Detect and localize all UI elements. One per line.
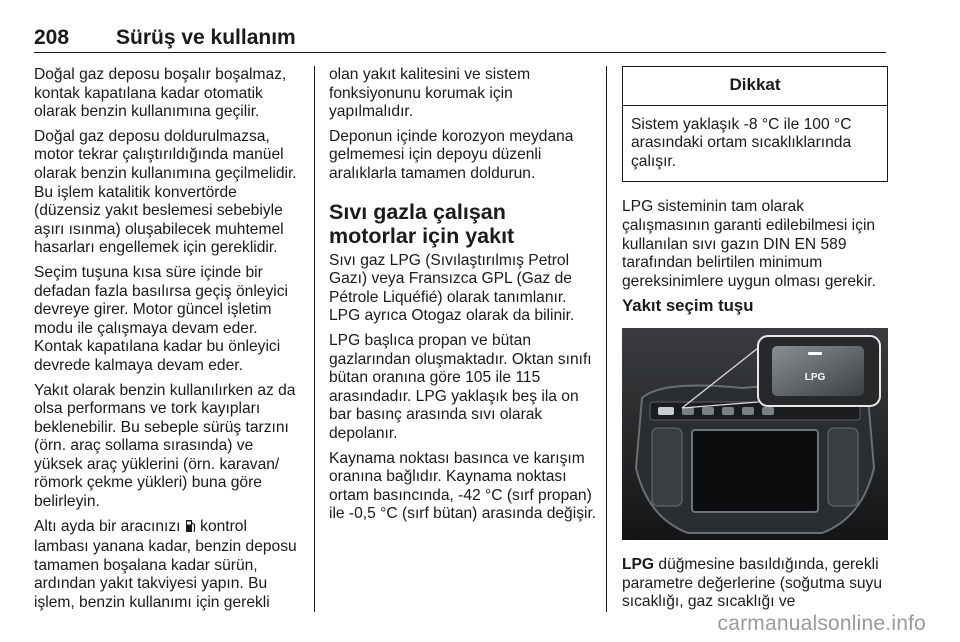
column-divider: [606, 66, 607, 612]
lpg-label: LPG: [622, 555, 655, 573]
section-heading: Sıvı gazla çalışan motorlar için yakıt: [329, 199, 515, 248]
paragraph: Kaynama noktası basınca ve karışım oranına bağlıdır. Kaynama noktası ortam basıncında, -42 °C (sırf propan) ile -0,5 °C (sırf bütan) arasında değişir.: [329, 449, 597, 523]
paragraph-text: düğmesine basıldığında, gerekli parametre değerlerine (soğutma suyu sıcaklığı, gaz sıcaklığı ve: [622, 555, 883, 611]
warning-title: Dikkat: [623, 67, 887, 106]
column-left: [34, 66, 304, 619]
paragraph: [34, 518, 304, 613]
page-header: [34, 22, 886, 53]
warning-body: Sistem yaklaşık -8 °C ile 100 °C arasındaki ortam sıcaklıklarında çalışır.: [631, 115, 852, 170]
figure-button-label: LPG: [804, 371, 826, 383]
section-title: Sürüş ve kullanım: [116, 26, 296, 49]
watermark: carmanualsonline.info: [717, 612, 926, 635]
paragraph-text: kontrol lambası yanana kadar, benzin deposu tamamen boşalana kadar sürün, ardından yakıt takviyesi yapın. Bu işlem, benzin kullanımı için gerekli: [34, 517, 297, 612]
warning-box: [622, 66, 888, 182]
paragraph: LPG başlıca propan ve bütan gazlarından oluşmaktadır. Oktan sınıfı bütan oranına göre 105 ile 115 arasındadır. LPG yaklaşık beş ila on bar basınç arasında sıvı olarak depolanır.: [329, 331, 592, 442]
paragraph: Doğal gaz deposu boşalır boşalmaz, kontak kapatılana kadar otomatik olarak benzin kullanımına geçilir.: [34, 66, 287, 121]
column-middle: [329, 66, 597, 530]
subsection-heading: Yakıt seçim tuşu: [622, 296, 754, 316]
column-divider: [314, 66, 315, 612]
paragraph: Doğal gaz deposu doldurulmazsa, motor tekrar çalıştırıldığında manüel olarak benzin kullanımına geçilmelidir. Bu işlem katalitik konvertörde (düzensiz yakıt beslemesi sebebiyle aşırı ısınma) oluşabilecek muhtemel hasarları engellemek için gereklidir.: [34, 127, 297, 257]
fuel-pump-warning-icon: [185, 519, 196, 539]
paragraph-text: Altı ayda bir aracınızı: [34, 517, 185, 535]
paragraph: Deponun içinde korozyon meydana gelmemesi için depoyu düzenli aralıklarla tamamen doldurun.: [329, 127, 574, 182]
paragraph: [622, 556, 888, 612]
paragraph: olan yakıt kalitesini ve sistem fonksiyonunu korumak için yapılmalıdır.: [329, 66, 531, 121]
column-right: [622, 66, 888, 618]
paragraph: Yakıt olarak benzin kullanılırken az da olsa performans ve tork kayıpları beklenebilir. Bu sebeple sürüş tarzını (örn. araç sollama sırasında) ve yüksek araç yüklerini (örn. karavan/ römork çekme yükleri) buna göre belirleyin.: [34, 381, 296, 511]
paragraph: LPG sisteminin tam olarak çalışmasının garanti edilebilmesi için kullanılan sıvı gazın DIN EN 589 tarafından belirtilen minimum gereksinimlere uygun olması gerekir.: [622, 198, 876, 290]
lpg-button-illustration: [622, 328, 888, 540]
page-number: 208: [34, 26, 70, 49]
paragraph: Sıvı gaz LPG (Sıvılaştırılmış Petrol Gazı) veya Fransızca GPL (Gaz de Pétrole Liquéfié) olarak tanımlanır. LPG ayrıca Otogaz olarak da bilinir.: [329, 251, 575, 325]
paragraph: Seçim tuşuna kısa süre içinde bir defadan fazla basılırsa geçiş önleyici devreye girer. Motor güncel işletim modu ile çalışmaya devam eder. Kontak kapatılana kadar bu önleyici devrede kalmaya devam eder.: [34, 263, 288, 374]
